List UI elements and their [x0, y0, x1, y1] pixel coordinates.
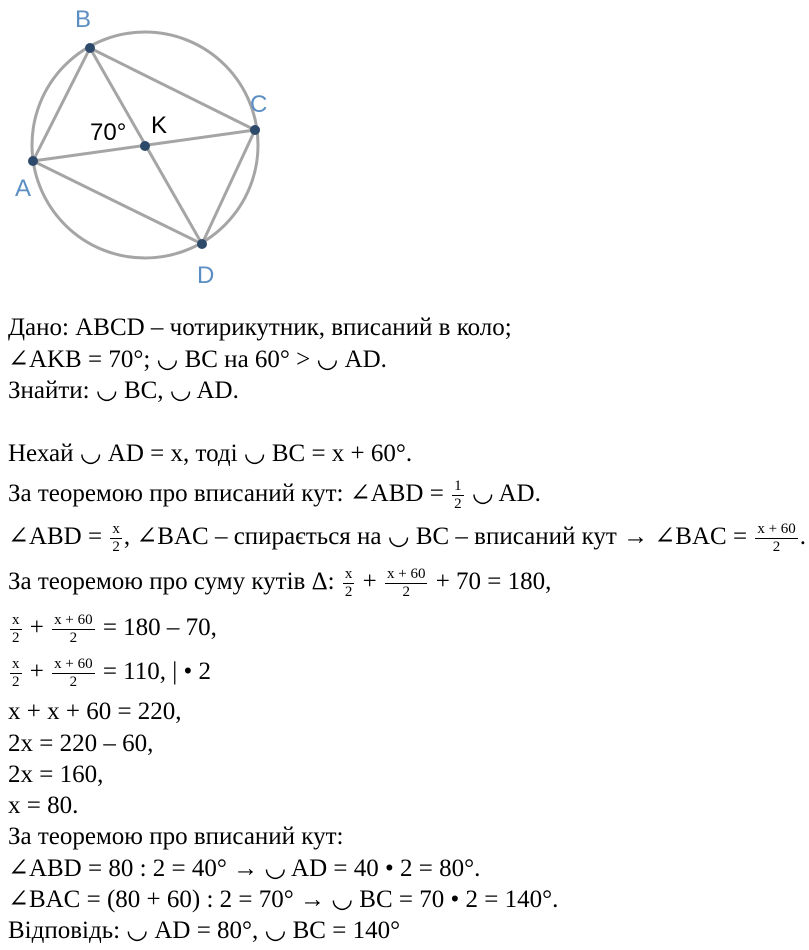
equation-step-2: $\frac{x}{2}$ + $\frac{x + 60}{2}$ = 110, | • 2: [12, 656, 212, 690]
fraction: $\frac{x}{2}$: [12, 612, 20, 646]
given-conditions: ∠AKB = 70°; ◡ BC на 60° > ◡ AD.: [8, 346, 387, 373]
inscribed-quadrilateral-figure: [0, 0, 290, 300]
theorem-line-2: За теоремою про вписаний кут:: [8, 823, 344, 850]
label-a: A: [15, 175, 32, 202]
fraction: $\frac{x}{2}$: [344, 566, 353, 600]
equation-step-1: $\frac{x}{2}$ + $\frac{x + 60}{2}$ = 180 – 70,: [12, 612, 217, 646]
equation-step-4: 2x = 220 – 60,: [8, 730, 154, 757]
answer-line: Відповідь: ◡ AD = 80°, ◡ BC = 140°: [8, 917, 401, 944]
fraction: $\frac{1}{2}$: [454, 478, 462, 512]
given-line: Дано: ABCD – чотирикутник, вписаний в коло;: [8, 314, 512, 341]
equation-step-3: x + x + 60 = 220,: [8, 698, 182, 725]
point-b: [85, 43, 95, 53]
abd-bac-line: ∠ABD = $\frac{x}{2}$ , ∠BAC – спирається на ◡ BC – вписаний кут → ∠BAC = $\frac{x + 60}{2}$ .: [8, 521, 807, 555]
fraction: $\frac{x + 60}{2}$: [386, 566, 426, 600]
point-d: [197, 239, 207, 249]
fraction: $\frac{x}{2}$: [112, 521, 120, 555]
theorem-line-1: За теоремою про вписаний кут: ∠ABD = $\frac{1}{2}$ ◡ AD.: [8, 478, 541, 512]
equation-step-6: x = 80.: [8, 792, 79, 819]
fraction: $\frac{x + 60}{2}$: [54, 612, 93, 646]
point-a: [28, 156, 38, 166]
label-d: D: [197, 262, 215, 289]
equation-step-5: 2x = 160,: [8, 761, 104, 788]
label-k: K: [151, 112, 168, 139]
fraction: $\frac{x + 60}{2}$: [54, 656, 93, 690]
fraction: $\frac{x + 60}{2}$: [757, 521, 796, 555]
find-line: Знайти: ◡ BC, ◡ AD.: [8, 377, 239, 404]
fraction: $\frac{x}{2}$: [12, 656, 20, 690]
bac-result: ∠BAC = (80 + 60) : 2 = 70° → ◡ BC = 70 • 2 = 140°.: [8, 886, 559, 913]
label-c: C: [250, 91, 268, 118]
angle-label: 70°: [90, 119, 127, 146]
point-k: [140, 141, 150, 151]
label-b: B: [75, 6, 92, 33]
angle-sum-line: За теоремою про суму кутів Δ: $\frac{x}{2}$ + $\frac{x + 60}{2}$ + 70 = 180,: [8, 566, 552, 600]
abd-result: ∠ABD = 80 : 2 = 40° → ◡ AD = 40 • 2 = 80°.: [8, 855, 481, 882]
let-line: Нехай ◡ AD = x, тоді ◡ BC = x + 60°.: [8, 440, 413, 467]
point-c: [250, 125, 260, 135]
